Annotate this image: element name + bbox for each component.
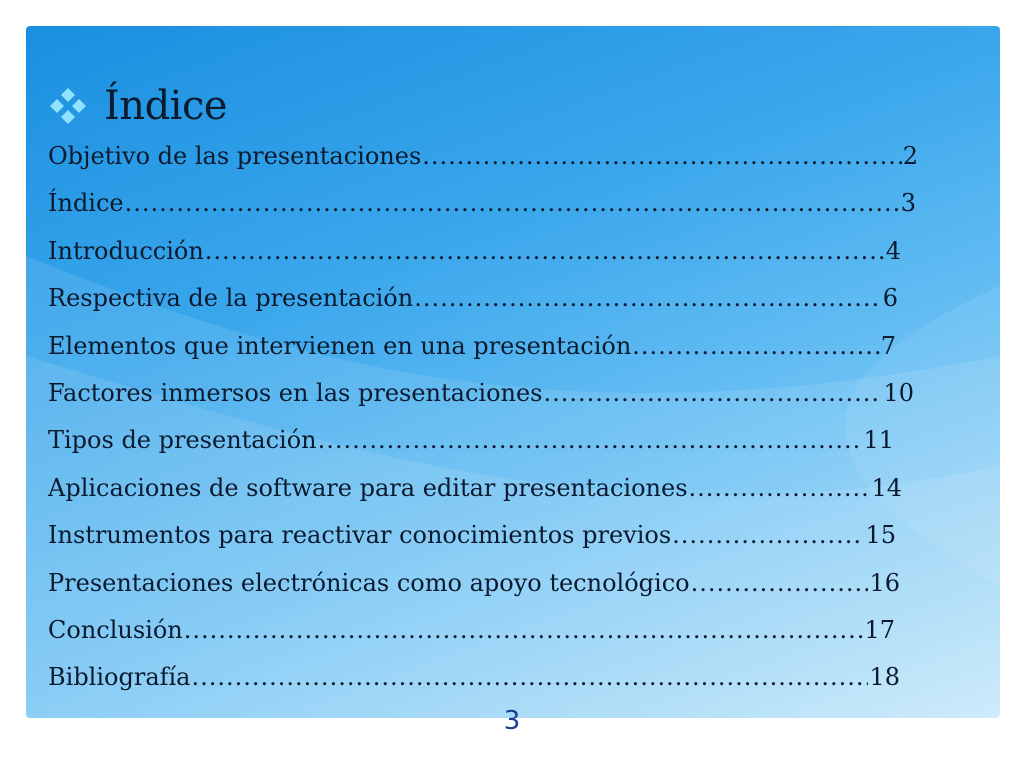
toc-item-page: 3: [900, 189, 916, 218]
toc-item-page: 15: [865, 521, 896, 550]
toc-item: [48, 189, 916, 236]
toc-item-page: 7: [880, 331, 896, 360]
toc-leader-dots: [422, 142, 901, 170]
table-of-contents: [48, 142, 968, 711]
toc-item: [48, 237, 901, 284]
toc-leader-dots: [414, 284, 882, 312]
toc-item-label: Elementos que intervienen en una presentación: [48, 331, 632, 360]
toc-item: [48, 616, 895, 663]
toc-leader-dots: [192, 663, 869, 691]
toc-item-page: 16: [869, 568, 900, 597]
toc-leader-dots: [125, 189, 900, 217]
toc-item: [48, 379, 914, 426]
toc-item: [48, 569, 900, 616]
toc-leader-dots: [672, 521, 864, 549]
toc-leader-dots: [318, 426, 863, 454]
toc-item-label: Tipos de presentación: [48, 426, 317, 455]
toc-item: [48, 663, 900, 710]
toc-leader-dots: [205, 237, 885, 265]
toc-item-page: 17: [864, 615, 895, 644]
toc-item: [48, 142, 918, 189]
toc-leader-dots: [689, 474, 871, 502]
toc-item-page: 10: [883, 378, 914, 407]
toc-item: [48, 474, 902, 521]
toc-item-label: Conclusión: [48, 615, 183, 644]
toc-item: [48, 332, 896, 379]
toc-item-label: Índice: [48, 189, 124, 218]
slide-title: Índice: [104, 83, 228, 129]
toc-item-page: 2: [902, 142, 918, 170]
toc-item: [48, 284, 898, 331]
toc-item-label: Factores inmersos en las presentaciones: [48, 378, 543, 407]
toc-item: [48, 426, 894, 473]
toc-item-label: Introducción: [48, 236, 204, 265]
page-number: 3: [503, 706, 521, 736]
four-diamond-bullet-icon: [48, 86, 88, 126]
toc-item-label: Respectiva de la presentación: [48, 284, 414, 313]
toc-item-label: Bibliografía: [48, 663, 191, 692]
toc-item-page: 18: [869, 663, 900, 692]
toc-item: [48, 521, 896, 568]
slide-panel: [26, 26, 1000, 718]
toc-item-label: Instrumentos para reactivar conocimientos previos: [48, 521, 672, 550]
toc-leader-dots: [632, 332, 879, 360]
title-row: [48, 78, 227, 134]
toc-item-label: Presentaciones electrónicas como apoyo tecnológico: [48, 568, 690, 597]
toc-item-page: 4: [885, 236, 901, 265]
toc-item-page: 6: [882, 284, 898, 313]
toc-leader-dots: [544, 379, 883, 407]
toc-leader-dots: [691, 569, 869, 597]
toc-leader-dots: [184, 616, 864, 644]
toc-item-page: 11: [863, 426, 894, 455]
toc-item-label: Objetivo de las presentaciones: [48, 142, 422, 170]
toc-item-page: 14: [871, 473, 902, 502]
toc-item-label: Aplicaciones de software para editar presentaciones: [48, 473, 688, 502]
